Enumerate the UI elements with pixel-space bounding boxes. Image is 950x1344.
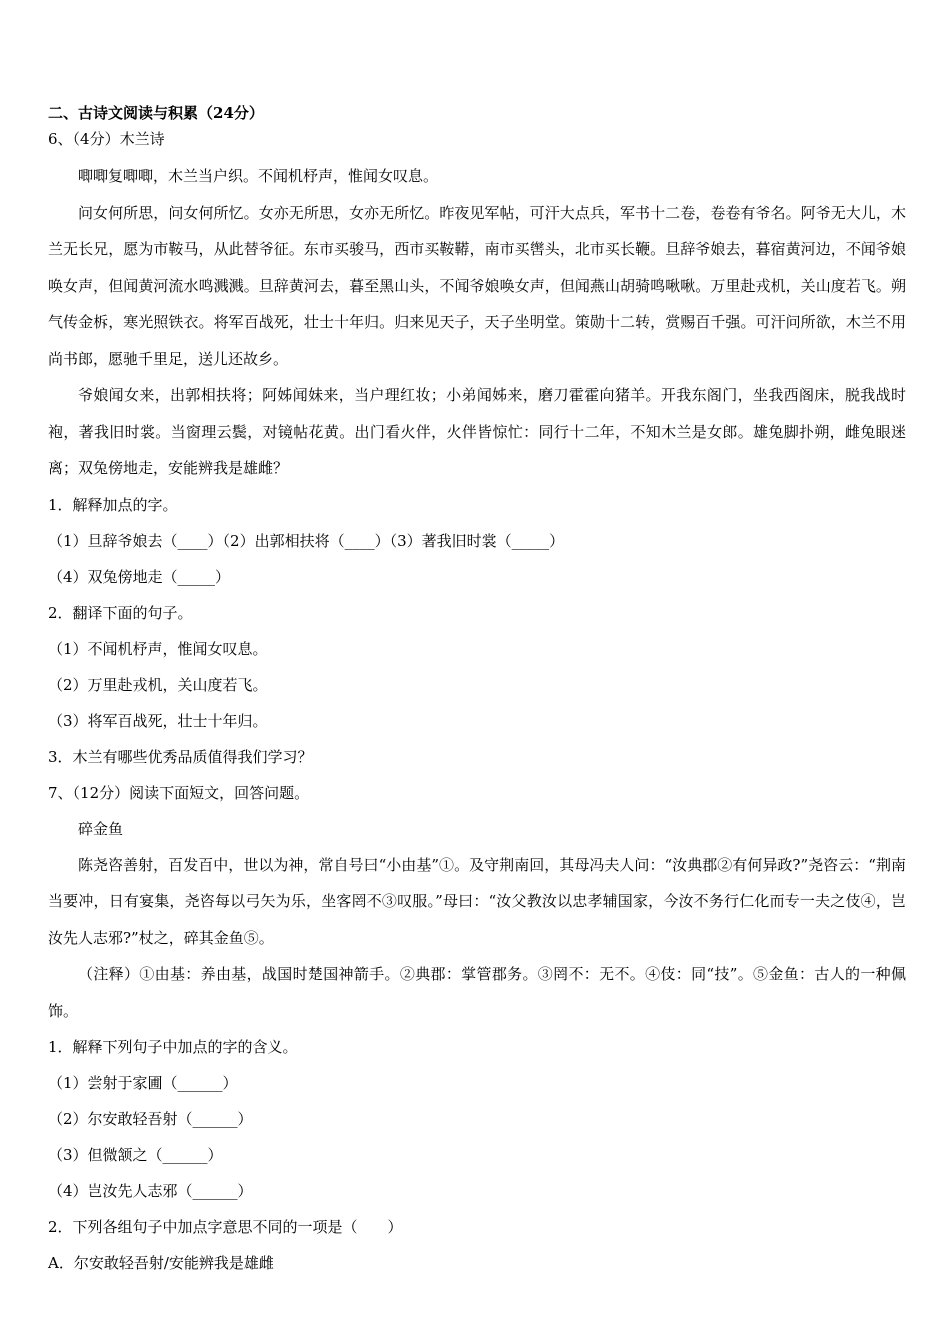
passage-note: （注释）①由基：养由基，战国时楚国神箭手。②典郡：掌管郡务。③罔不：无不。④伎：同“技”。⑤金鱼：古人的一种佩饰。 — [48, 965, 906, 1020]
question-6-title: 6、（4分）木兰诗 — [48, 130, 165, 148]
q7-sub1-line-3: （3）但微颔之（______） — [48, 1146, 223, 1164]
q7-sub2-option-a: A．尔安敢轻吾射/安能辨我是雄雌 — [48, 1254, 274, 1272]
q6-sub2-title: 2．翻译下面的句子。 — [48, 603, 193, 622]
q7-sub1-line-4: （4）岂汝先人志邪（______） — [48, 1182, 253, 1200]
section-heading: 二、古诗文阅读与积累（24分） — [48, 104, 264, 122]
poem-paragraph-1: 唧唧复唧唧，木兰当户织。不闻机杼声，惟闻女叹息。 — [78, 167, 439, 185]
poem-paragraph-2: 问女何所思，问女何所忆。女亦无所思，女亦无所忆。昨夜见军帖，可汗大点兵，军书十二卷，卷卷有爷名。阿爷无大儿，木兰无长兄，愿为市鞍马，从此替爷征。东市买骏马，西市买鞍鞯，南市买辔头，北市买长鞭。旦辞爷娘去，暮宿黄河边，不闻爷娘唤女声，但闻黄河流水鸣溅溅。旦辞黄河去，暮至黑山头，不闻爷娘唤女声，但闻燕山胡骑鸣啾啾。万里赴戎机，关山度若飞。朔气传金柝，寒光照铁衣。将军百战死，壮士十年归。归来见天子，天子坐明堂。策勋十二转，赏赐百千强。可汗问所欲，木兰不用尚书郎，愿驰千里足，送儿还故乡。 — [48, 203, 906, 368]
q7-sub2-title: 2．下列各组句子中加点字意思不同的一项是（ ） — [48, 1218, 403, 1236]
q7-sub1-title: 1．解释下列句子中加点的字的含义。 — [48, 1038, 298, 1056]
q6-sub1-line-1: （1）旦辞爷娘去（____）（2）出郭相扶将（____）（3）著我旧时裳（_____） — [48, 531, 565, 550]
q6-sub2-line-1: （1）不闻机杼声，惟闻女叹息。 — [48, 639, 268, 658]
q7-sub1-line-2: （2）尔安敢轻吾射（______） — [48, 1110, 253, 1128]
q7-sub1-line-1: （1）尝射于家圃（______） — [48, 1074, 238, 1092]
poem-paragraph-3: 爷娘闻女来，出郭相扶将；阿姊闻妹来，当户理红妆；小弟闻姊来，磨刀霍霍向猪羊。开我东阁门，坐我西阁床，脱我战时袍，著我旧时裳。当窗理云鬓，对镜帖花黄。出门看火伴，火伴皆惊忙：同行十二年，不知木兰是女郎。雄兔脚扑朔，雌兔眼迷离；双兔傍地走，安能辨我是雄雌？ — [48, 386, 906, 477]
q6-sub2-line-2: （2）万里赴戎机，关山度若飞。 — [48, 675, 268, 694]
q6-sub1-title: 1．解释加点的字。 — [48, 495, 178, 514]
question-7-title: 7、（12分）阅读下面短文，回答问题。 — [48, 783, 310, 802]
passage-text: 陈尧咨善射，百发百中，世以为神，常自号曰“小由基”①。及守荆南回，其母冯夫人问：“汝典郡②有何异政?”尧咨云：“荆南当要冲，日有宴集，尧咨每以弓矢为乐，坐客罔不③叹服。”母曰：“汝父教汝以忠孝辅国家，今汝不务行仁化而专一夫之伎④，岂汝先人志邪?”杖之，碎其金鱼⑤。 — [48, 855, 906, 947]
q6-sub3-title: 3．木兰有哪些优秀品质值得我们学习？ — [48, 747, 313, 766]
q6-sub2-line-3: （3）将军百战死，壮士十年归。 — [48, 711, 268, 730]
passage-title: 碎金鱼 — [78, 819, 124, 838]
q6-sub1-line-2: （4）双兔傍地走（_____） — [48, 567, 231, 586]
document-page — [48, 100, 906, 1281]
